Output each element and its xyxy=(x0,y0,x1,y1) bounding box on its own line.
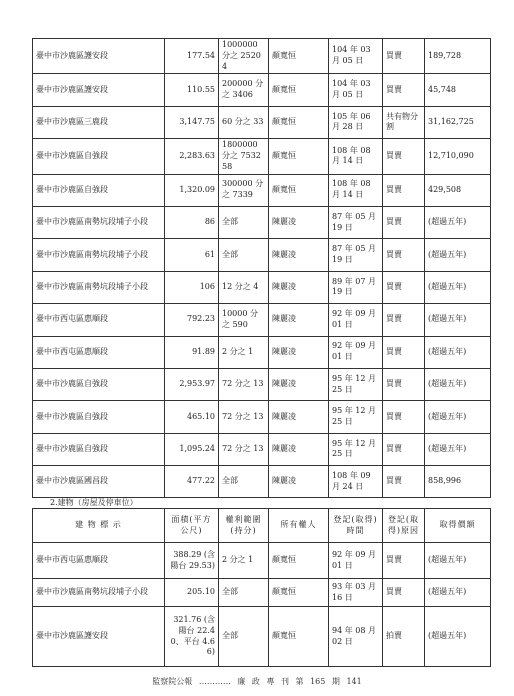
cell-area: 110.55 xyxy=(165,74,219,106)
cell-reason: 買賣 xyxy=(383,139,425,174)
cell-area: 1,320.09 xyxy=(165,174,219,206)
cell-holder: 顏寬恒 xyxy=(269,543,329,579)
header-area: 面積(平方公尺) xyxy=(165,509,219,543)
cell-reason: 買賣 xyxy=(383,466,425,498)
cell-scope: 全部 xyxy=(219,579,269,607)
cell-reason: 共有物分割 xyxy=(383,106,425,138)
cell-loc: 臺中市沙鹿區護安段 xyxy=(33,607,165,667)
buildings-header-row xyxy=(33,509,491,543)
cell-loc: 臺中市沙鹿區國昌段 xyxy=(33,466,165,498)
cell-loc: 臺中市西屯區惠順段 xyxy=(33,543,165,579)
cell-reason: 買賣 xyxy=(383,271,425,303)
cell-value: (超過五年) xyxy=(425,206,491,238)
cell-reason: 買賣 xyxy=(383,433,425,465)
cell-area: 1,095.24 xyxy=(165,433,219,465)
cell-reason: 買賣 xyxy=(383,304,425,336)
cell-reason: 買賣 xyxy=(383,174,425,206)
land-row xyxy=(33,39,491,74)
cell-date: 108 年 09 月 24 日 xyxy=(329,466,383,498)
cell-area: 3,147.75 xyxy=(165,106,219,138)
land-row xyxy=(33,433,491,465)
cell-area: 2,283.63 xyxy=(165,139,219,174)
cell-date: 108 年 08 月 14 日 xyxy=(329,139,383,174)
cell-date: 105 年 06 月 28 日 xyxy=(329,106,383,138)
cell-scope: 1800000 分之 753258 xyxy=(219,139,269,174)
cell-loc: 臺中市沙鹿區南勢坑段埔子小段 xyxy=(33,579,165,607)
cell-scope: 72 分之 13 xyxy=(219,401,269,433)
cell-holder: 顏寬恒 xyxy=(269,74,329,106)
cell-holder: 顏寬恒 xyxy=(269,174,329,206)
cell-loc: 臺中市西屯區惠順段 xyxy=(33,304,165,336)
cell-value: 31,162,725 xyxy=(425,106,491,138)
cell-scope: 2 分之 1 xyxy=(219,543,269,579)
land-row xyxy=(33,174,491,206)
buildings-section-title: 2.建物（房屋及停車位） xyxy=(50,498,138,507)
cell-area: 477.22 xyxy=(165,466,219,498)
cell-area: 177.54 xyxy=(165,39,219,74)
cell-reason: 拍賣 xyxy=(383,607,425,667)
cell-value: (超過五年) xyxy=(425,239,491,271)
cell-holder: 顏寬恒 xyxy=(269,139,329,174)
cell-scope: 300000 分之 7339 xyxy=(219,174,269,206)
cell-date: 87 年 05 月 19 日 xyxy=(329,239,383,271)
page-footer xyxy=(0,676,514,687)
cell-loc: 臺中市沙鹿區自強段 xyxy=(33,174,165,206)
cell-scope: 全部 xyxy=(219,607,269,667)
cell-scope: 72 分之 13 xyxy=(219,368,269,400)
cell-loc: 臺中市沙鹿區南勢坑段埔子小段 xyxy=(33,271,165,303)
cell-date: 95 年 12 月 25 日 xyxy=(329,433,383,465)
cell-area: 91.89 xyxy=(165,336,219,368)
cell-holder: 陳麗凌 xyxy=(269,401,329,433)
cell-scope: 10000 分之 590 xyxy=(219,304,269,336)
cell-date: 104 年 03 月 05 日 xyxy=(329,39,383,74)
cell-date: 87 年 05 月 19 日 xyxy=(329,206,383,238)
footer-publisher: 監察院公報 xyxy=(152,677,193,686)
land-row xyxy=(33,106,491,138)
footer-page-number: 141 xyxy=(346,677,362,686)
cell-holder: 陳麗凌 xyxy=(269,239,329,271)
building-row xyxy=(33,579,491,607)
land-row xyxy=(33,304,491,336)
buildings-table xyxy=(32,508,491,667)
cell-loc: 臺中市沙鹿區自強段 xyxy=(33,401,165,433)
cell-value: 189,728 xyxy=(425,39,491,74)
footer-title: 廉 政 專 刊 第 165 期 xyxy=(237,677,340,686)
cell-holder: 顏寬恒 xyxy=(269,607,329,667)
cell-date: 89 年 07 月 19 日 xyxy=(329,271,383,303)
cell-reason: 買賣 xyxy=(383,401,425,433)
cell-value: (超過五年) xyxy=(425,336,491,368)
cell-scope: 1000000 分之 25204 xyxy=(219,39,269,74)
cell-area: 61 xyxy=(165,239,219,271)
land-row xyxy=(33,466,491,498)
cell-holder: 陳麗凌 xyxy=(269,304,329,336)
cell-loc: 臺中市沙鹿區南勢坑段埔子小段 xyxy=(33,239,165,271)
header-scope: 權利範圍(持分) xyxy=(219,509,269,543)
cell-value: (超過五年) xyxy=(425,579,491,607)
cell-date: 95 年 12 月 25 日 xyxy=(329,401,383,433)
land-row xyxy=(33,336,491,368)
cell-holder: 陳麗凌 xyxy=(269,271,329,303)
cell-value: (超過五年) xyxy=(425,368,491,400)
cell-value: (超過五年) xyxy=(425,433,491,465)
header-value: 取得價額 xyxy=(425,509,491,543)
cell-holder: 陳麗凌 xyxy=(269,433,329,465)
cell-value: 45,748 xyxy=(425,74,491,106)
cell-scope: 全部 xyxy=(219,239,269,271)
cell-holder: 顏寬恒 xyxy=(269,579,329,607)
cell-reason: 買賣 xyxy=(383,239,425,271)
cell-value: 429,508 xyxy=(425,174,491,206)
cell-loc: 臺中市西屯區惠順段 xyxy=(33,336,165,368)
cell-value: 12,710,090 xyxy=(425,139,491,174)
footer-dots: ………… xyxy=(198,677,231,686)
header-reason: 登記(取得)原因 xyxy=(383,509,425,543)
land-row xyxy=(33,74,491,106)
cell-date: 108 年 08 月 14 日 xyxy=(329,174,383,206)
cell-scope: 200000 分之 3406 xyxy=(219,74,269,106)
cell-value: (超過五年) xyxy=(425,401,491,433)
land-row xyxy=(33,239,491,271)
land-holdings-table xyxy=(32,38,491,498)
cell-value: 858,996 xyxy=(425,466,491,498)
building-row xyxy=(33,543,491,579)
cell-scope: 60 分之 33 xyxy=(219,106,269,138)
cell-date: 94 年 08 月 02 日 xyxy=(329,607,383,667)
cell-value: (超過五年) xyxy=(425,271,491,303)
land-row xyxy=(33,206,491,238)
cell-date: 92 年 09 月 01 日 xyxy=(329,543,383,579)
cell-value: (超過五年) xyxy=(425,607,491,667)
land-row xyxy=(33,139,491,174)
header-holder: 所有權人 xyxy=(269,509,329,543)
cell-area: 106 xyxy=(165,271,219,303)
cell-loc: 臺中市沙鹿區自強段 xyxy=(33,368,165,400)
cell-loc: 臺中市沙鹿區護安段 xyxy=(33,74,165,106)
cell-area: 321.76 (含陽台 22.40、平台 4.66) xyxy=(165,607,219,667)
cell-loc: 臺中市沙鹿區自強段 xyxy=(33,433,165,465)
cell-area: 792.23 xyxy=(165,304,219,336)
cell-reason: 買賣 xyxy=(383,543,425,579)
cell-area: 86 xyxy=(165,206,219,238)
cell-reason: 買賣 xyxy=(383,368,425,400)
land-row xyxy=(33,368,491,400)
cell-date: 92 年 09 月 01 日 xyxy=(329,336,383,368)
cell-date: 93 年 03 月 16 日 xyxy=(329,579,383,607)
cell-area: 2,953.97 xyxy=(165,368,219,400)
cell-scope: 全部 xyxy=(219,206,269,238)
land-row xyxy=(33,271,491,303)
cell-area: 205.10 xyxy=(165,579,219,607)
cell-area: 465.10 xyxy=(165,401,219,433)
cell-scope: 12 分之 4 xyxy=(219,271,269,303)
cell-reason: 買賣 xyxy=(383,74,425,106)
building-row xyxy=(33,607,491,667)
cell-date: 104 年 03 月 05 日 xyxy=(329,74,383,106)
header-building-label: 建 物 標 示 xyxy=(33,509,165,543)
cell-holder: 陳麗凌 xyxy=(269,206,329,238)
cell-holder: 顏寬恒 xyxy=(269,39,329,74)
cell-reason: 買賣 xyxy=(383,579,425,607)
cell-holder: 陳麗凌 xyxy=(269,466,329,498)
cell-reason: 買賣 xyxy=(383,336,425,368)
cell-loc: 臺中市沙鹿區自強段 xyxy=(33,139,165,174)
cell-loc: 臺中市沙鹿區護安段 xyxy=(33,39,165,74)
header-date: 登記(取得)時間 xyxy=(329,509,383,543)
cell-date: 92 年 09 月 01 日 xyxy=(329,304,383,336)
cell-reason: 買賣 xyxy=(383,206,425,238)
cell-scope: 全部 xyxy=(219,466,269,498)
cell-holder: 陳麗凌 xyxy=(269,336,329,368)
cell-loc: 臺中市沙鹿區南勢坑段埔子小段 xyxy=(33,206,165,238)
cell-value: (超過五年) xyxy=(425,543,491,579)
cell-scope: 72 分之 13 xyxy=(219,433,269,465)
cell-holder: 顏寬恒 xyxy=(269,106,329,138)
cell-area: 388.29 (含陽台 29.53) xyxy=(165,543,219,579)
cell-date: 95 年 12 月 25 日 xyxy=(329,368,383,400)
cell-scope: 2 分之 1 xyxy=(219,336,269,368)
cell-holder: 陳麗凌 xyxy=(269,368,329,400)
cell-value: (超過五年) xyxy=(425,304,491,336)
cell-reason: 買賣 xyxy=(383,39,425,74)
land-row xyxy=(33,401,491,433)
cell-loc: 臺中市沙鹿區三鹿段 xyxy=(33,106,165,138)
